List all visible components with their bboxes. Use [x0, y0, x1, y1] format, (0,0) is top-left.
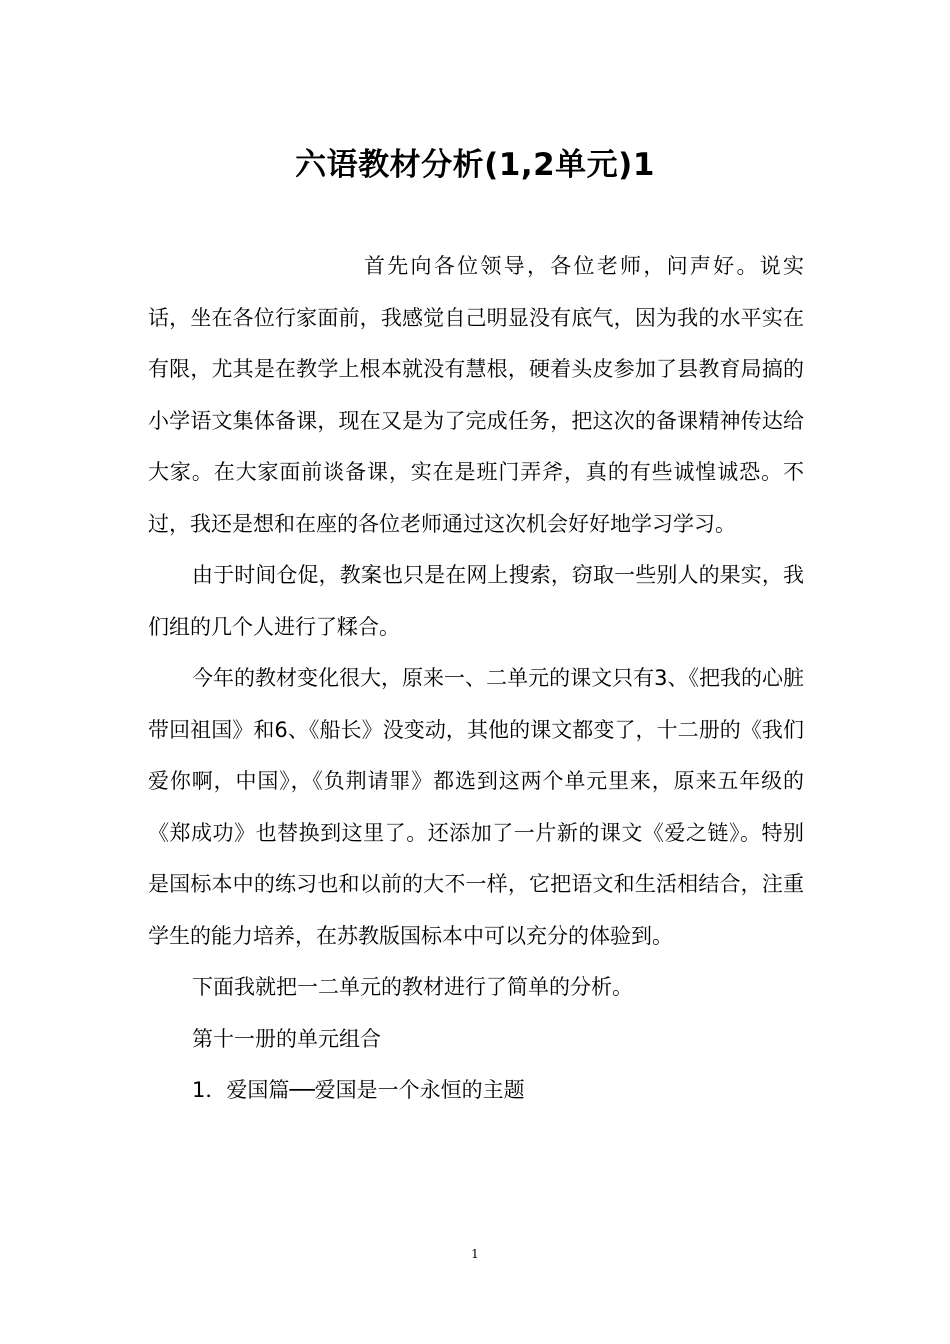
paragraph-lesson-plans: 由于时间仓促，教案也只是在网上搜索，窃取一些别人的果实，我们组的几个人进行了糅合。 [148, 563, 804, 639]
paragraph-patriotism-topic: 1．爱国篇──爱国是一个永恒的主题 [192, 1078, 525, 1102]
paragraph-greeting: 首先向各位领导，各位老师，问声好。说实话，坐在各位行家面前，我感觉自己明显没有底气，因为我的水平实在有限，尤其是在教学上根本就没有慧根，硬着头皮参加了县教育局搞的小学语文集体备课，现在又是为了完成任务，把这次的备课精神传达给大家。在大家面前谈备课，实在是班门弄斧，真的有些诚惶诚恐。不过，我还是想和在座的各位老师通过这次机会好好地学习学习。 [148, 254, 804, 536]
paragraph-unit-heading: 第十一册的单元组合 [192, 1026, 381, 1051]
document-body [148, 241, 804, 1117]
document-title: 六语教材分析(1,2单元)1 [295, 146, 655, 183]
paragraph-textbook-changes: 今年的教材变化很大，原来一、二单元的课文只有3、《把我的心脏带回祖国》和6、《船长》没变动，其他的课文都变了，十二册的《我们爱你啊，中国》，《负荆请罪》都选到这两个单元里来，原来五年级的《郑成功》也替换到这里了。还添加了一片新的课文《爱之链》。特别是国标本中的练习也和以前的大不一样，它把语文和生活相结合，注重学生的能力培养，在苏教版国标本中可以充分的体验到。 [148, 666, 804, 948]
paragraph-analysis-intro: 下面我就把一二单元的教材进行了简单的分析。 [192, 975, 633, 999]
page-number: 1 [471, 1247, 479, 1261]
